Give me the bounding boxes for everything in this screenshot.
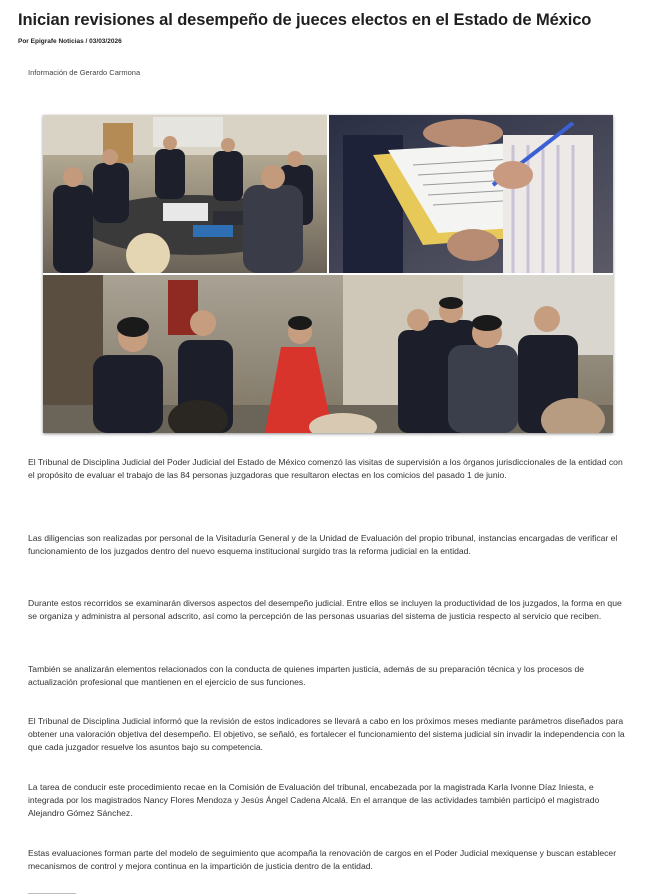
article-paragraph: Las diligencias son realizadas por personal de la Visitaduría General y de la Unidad de Evaluación del propio tribunal, instancias encargadas de verificar el funcionamiento de los juzgados dentro del nuevo esquema institucional surgido tras la reforma judicial en la entidad. — [28, 533, 618, 556]
article-title: Inician revisiones al desempeño de jueces electos en el Estado de México — [18, 11, 592, 29]
article-byline: Por Epigrafe Noticias / 03/03/2026 — [18, 38, 122, 45]
article-paragraph: Estas evaluaciones forman parte del modelo de seguimiento que acompaña la renovación de cargos en el Poder Judicial mexiquense y buscan establecer mecanismos de control y mejora continua en la impartición de justicia dentro de la entidad. — [28, 848, 617, 871]
article-photo-collage — [43, 115, 613, 433]
photo-collage-icon — [43, 115, 613, 433]
article-credit: Información de Gerardo Carmona — [28, 68, 141, 77]
photo-meeting-panel — [43, 115, 327, 277]
photo-group-panel — [43, 275, 613, 433]
article-paragraph: Durante estos recorridos se examinarán diversos aspectos del desempeño judicial. Entre ellos se incluyen la productividad de los juzgados, la forma en que se organiza y administra al personal adscrito, así como la percepción de las personas usuarias del sistema de justicia respecto al servicio que reciben. — [28, 598, 622, 621]
article-paragraph: El Tribunal de Disciplina Judicial informó que la revisión de estos indicadores se llevará a cabo en los próximos meses mediante parámetros diseñados para obtener una valoración objetiva del desempeño. El objetivo, se señaló, es fortalecer el funcionamiento del sistema judicial sin invadir la independencia con la que cada juzgador resuelve los asuntos bajo su competencia. — [28, 716, 625, 752]
article-paragraph: La tarea de conducir este procedimiento recae en la Comisión de Evaluación del tribunal, encabezada por la magistrada Karla Ivonne Díaz Iniesta, e integrada por los magistrados Nancy Flores Mendoza y Jesús Ángel Cadena Alcalá. En el arranque de las actividades también participó el magistrado Alejandro Gómez Sánchez. — [28, 782, 600, 818]
photo-document-panel — [329, 115, 613, 273]
divider — [28, 893, 76, 894]
article-paragraph: El Tribunal de Disciplina Judicial del Poder Judicial del Estado de México comenzó las visitas de supervisión a los órganos jurisdiccionales de la entidad con el propósito de evaluar el trabajo de las 84 personas juzgadoras que resultaron electas en los comicios del pasado 1 de junio. — [28, 457, 623, 480]
article-paragraph: También se analizarán elementos relacionados con la conducta de quienes imparten justicia, además de su preparación técnica y los procesos de actualización profesional que mantienen en el ejercicio de sus funciones. — [28, 664, 585, 687]
